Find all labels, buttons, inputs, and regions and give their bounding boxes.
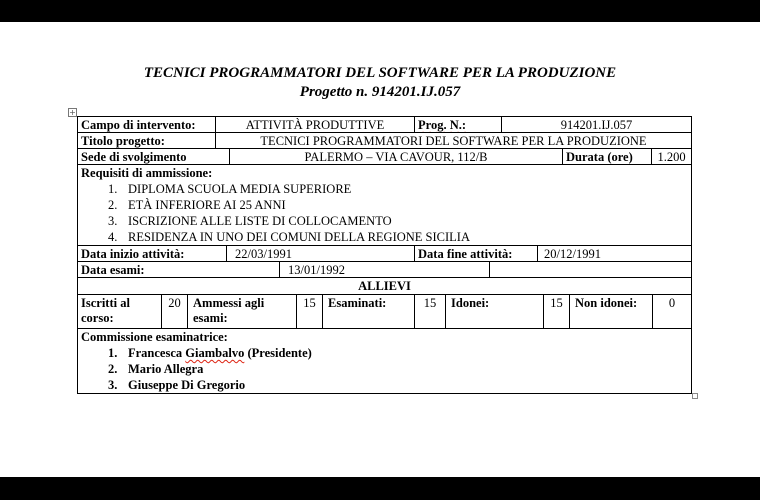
commissione-section [77,328,692,394]
titolo-label: Titolo progetto: [77,132,216,149]
letterbox-top [0,0,760,22]
list-item: 1. DIPLOMA SCUOLA MEDIA SUPERIORE [108,182,352,196]
fine-value: 20/12/1991 [537,245,692,262]
prog-value: 914201.IJ.057 [501,116,692,133]
prog-label [414,116,502,133]
sede-value: PALERMO – VIA CAVOUR, 112/B [229,148,563,165]
sede-label: Sede di svolgimento [77,148,230,165]
document-title: TECNICI PROGRAMMATORI DEL SOFTWARE PER LA PRODUZIONE [143,65,617,81]
requisiti-label: Requisiti di ammissione: [81,166,213,180]
table-resize-handle[interactable] [692,393,698,399]
requisiti-section [77,164,692,246]
inizio-value: 22/03/1991 [226,245,415,262]
list-item: 2. ETÀ INFERIORE AI 25 ANNI [108,198,286,212]
non-idonei-label: Non idonei: [569,294,653,329]
commissione-list [81,345,688,393]
ammessi-label: Ammessi agli esami: [187,294,297,329]
list-item: 1. Francesca Giambalvo (Presidente) [108,346,312,360]
campo-label: Campo di intervento: [77,116,216,133]
iscritti-value: 20 [161,294,188,329]
letterbox-bottom [0,477,760,500]
ammessi-value: 15 [296,294,323,329]
esaminati-label: Esaminati: [322,294,415,329]
empty-cell [489,261,692,278]
campo-value: ATTIVITÀ PRODUTTIVE [215,116,415,133]
list-item: 4. RESIDENZA IN UNO DEI COMUNI DELLA REGIONE SICILIA [108,230,470,244]
prog-label-text: Prog. N.: [418,118,467,132]
esami-value: 13/01/1992 [279,261,490,278]
non-idonei-value: 0 [652,294,692,329]
allievi-heading: ALLIEVI [77,277,692,295]
list-item: 3. Giuseppe Di Gregorio [108,378,246,392]
iscritti-label: Iscritti al corso: [77,294,162,329]
list-item: 3. ISCRIZIONE ALLE LISTE DI COLLOCAMENTO [108,214,392,228]
titolo-value: TECNICI PROGRAMMATORI DEL SOFTWARE PER LA PRODUZIONE [215,132,692,149]
idonei-value: 15 [543,294,570,329]
durata-label: Durata (ore) [562,148,652,165]
idonei-label: Idonei: [445,294,544,329]
requisiti-list [81,181,688,245]
list-item: 2. Mario Allegra [108,362,204,376]
esaminati-value: 15 [414,294,446,329]
table-move-handle-icon[interactable]: + [69,108,76,117]
esami-label: Data esami: [77,261,280,278]
fine-label: Data fine attività: [414,245,538,262]
document-subtitle: Progetto n. 914201.IJ.057 [299,84,461,100]
commissione-label: Commissione esaminatrice: [81,330,228,344]
durata-value: 1.200 [651,148,692,165]
inizio-label: Data inizio attività: [77,245,227,262]
